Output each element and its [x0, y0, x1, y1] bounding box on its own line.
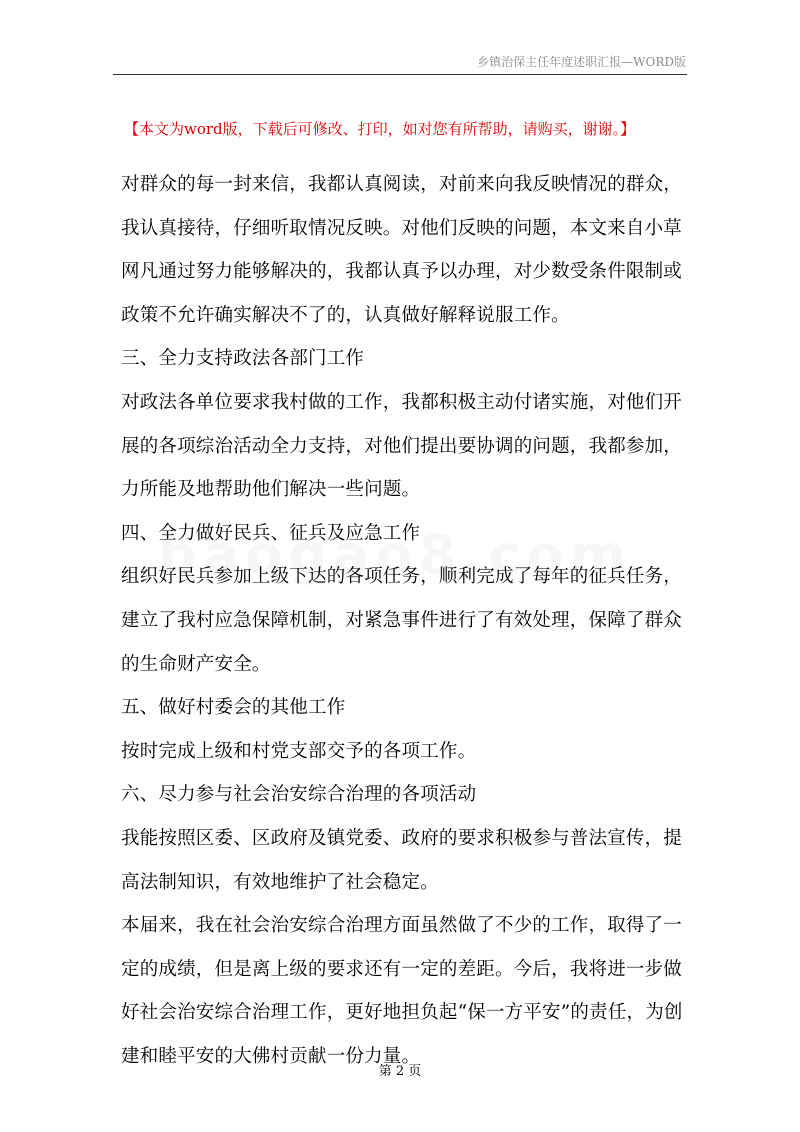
text-line: 建和睦平安的大佛村贡献一份力量。 [121, 1045, 421, 1067]
text-line: 我认真接待，仔细听取情况反映。对他们反映的问题，本文来自小草 [121, 217, 683, 239]
text-line: 对政法各单位要求我村做的工作，我都积极主动付诸实施，对他们开 [121, 391, 683, 413]
section-heading: 四、全力做好民兵、征兵及应急工作 [121, 522, 421, 544]
purchase-notice: 【本文为word版，下载后可修改、打印，如对您有所帮助，请购买，谢谢。】 [124, 120, 636, 138]
header-title: 乡镇治保主任年度述职汇报—WORD版 [477, 55, 686, 69]
text-line: 高法制知识，有效地维护了社会稳定。 [121, 871, 439, 893]
document-body [121, 163, 691, 1078]
header-divider [113, 74, 687, 75]
text-line: 的生命财产安全。 [121, 653, 271, 675]
text-line: 定的成绩，但是离上级的要求还有一定的差距。今后，我将进一步做 [121, 958, 683, 980]
page-number: 第 2 页 [378, 1064, 422, 1079]
section-heading: 六、尽力参与社会治安综合治理的各项活动 [121, 784, 477, 806]
text-line: 我能按照区委、区政府及镇党委、政府的要求积极参与普法宣传，提 [121, 827, 683, 849]
text-line: 组织好民兵参加上级下达的各项任务，顺利完成了每年的征兵任务， [121, 566, 683, 588]
text-line: 展的各项综治活动全力支持，对他们提出要协调的问题，我都参加， [121, 435, 683, 457]
text-line: 力所能及地帮助他们解决一些问题。 [121, 479, 421, 501]
section-heading: 三、全力支持政法各部门工作 [121, 348, 365, 370]
text-line: 建立了我村应急保障机制，对紧急事件进行了有效处理，保障了群众 [121, 609, 683, 631]
section-heading: 五、做好村委会的其他工作 [121, 697, 346, 719]
text-line: 本届来，我在社会治安综合治理方面虽然做了不少的工作，取得了一 [121, 915, 683, 937]
text-line: 对群众的每一封来信，我都认真阅读，对前来向我反映情况的群众， [121, 174, 683, 195]
text-line: 政策不允许确实解决不了的，认真做好解释说服工作。 [121, 304, 570, 326]
text-line: 好社会治安综合治理工作，更好地担负起“保一方平安”的责任，为创 [121, 1002, 683, 1024]
text-line: 按时完成上级和村党支部交予的各项工作。 [121, 740, 477, 762]
text-line: 网凡通过努力能够解决的，我都认真予以办理，对少数受条件限制或 [121, 261, 683, 283]
